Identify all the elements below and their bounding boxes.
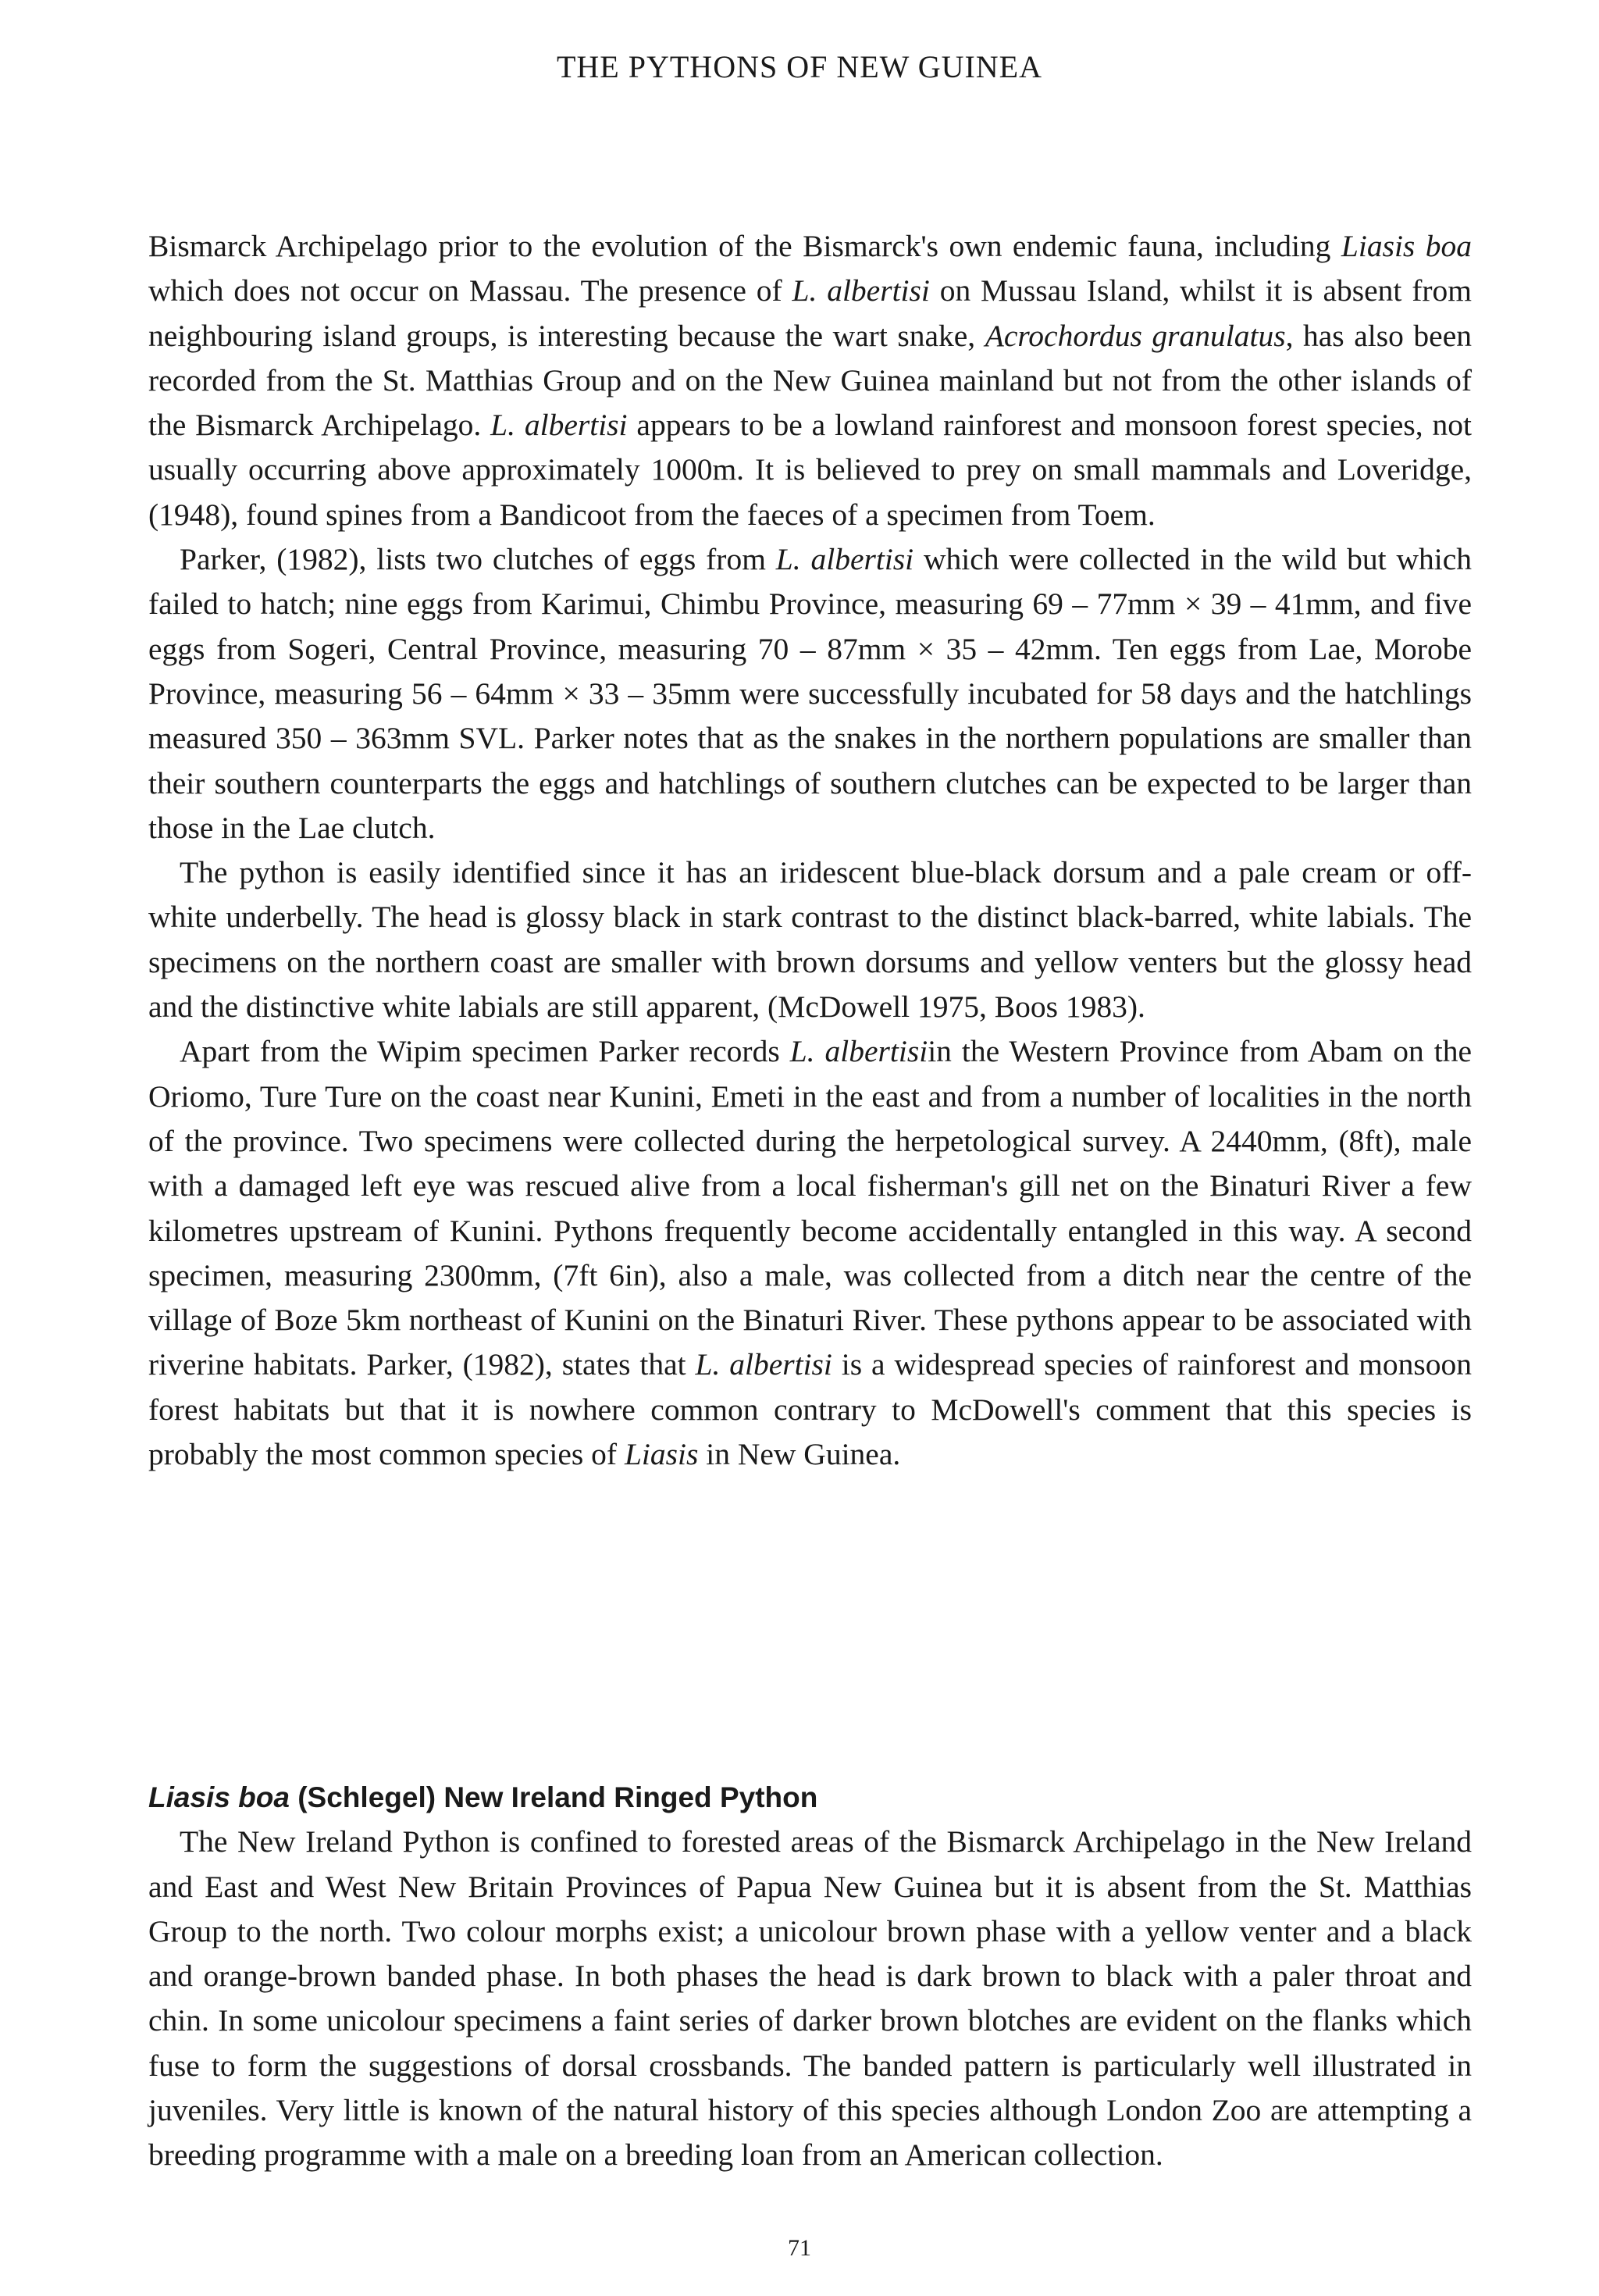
paragraph-new-ireland-python: The New Ireland Python is confined to forested areas of the Bismarck Archipelago in the New Ireland and East and West New Britain Provinces of Papua New Guinea but it is absent from the St. Matthias Group to the north. Two colour morphs exist; a unicolour brown phase with a yellow venter and a black and orange-brown banded phase. In both phases the head is dark brown to black with a paler throat and chin. In some unicolour specimens a faint series of darker brown blotches are evident on the flanks which fuse to form the suggestions of dorsal crossbands. The banded pattern is particularly well illustrated in juveniles. Very little is known of the natural history of this species although London Zoo are attempting a breeding programme with a male on a breeding loan from an American collection. <box>148 1824 1472 2173</box>
running-head: THE PYTHONS OF NEW GUINEA <box>556 49 1042 84</box>
species-name: Liasis boa <box>1341 229 1472 263</box>
species-name: Liasis boa <box>148 1781 290 1813</box>
species-name: L. albertisi <box>695 1347 832 1382</box>
main-text <box>148 224 1472 1477</box>
species-name: L. albertisi <box>789 1034 928 1069</box>
paragraph-albertisi-distribution: Bismarck Archipelago prior to the evolution of the Bismarck's own endemic fauna, including Liasis boa which does not occur on Massau. The presence of L. albertisi on Mussau Island, whilst it is absent from neighbouring island groups, is interesting because the wart snake, Acrochordus granulatus, has also been recorded from the St. Matthias Group and on the New Guinea mainland but not from the other islands of the Bismarck Archipelago. L. albertisi appears to be a lowland rainforest and monsoon forest species, not usually occurring above approximately 1000m. It is believed to prey on small mammals and Loveridge, (1948), found spines from a Bandicoot from the faeces of a specimen from Toem. <box>148 229 1473 532</box>
species-name: L. albertisi <box>792 273 930 308</box>
species-name: L. albertisi <box>490 408 628 443</box>
species-name: L. albertisi <box>775 542 914 577</box>
species-name: Liasis <box>624 1437 699 1472</box>
species-name: Acrochordus granulatus <box>985 318 1286 353</box>
section-heading: Liasis boa (Schlegel) New Ireland Ringed Python <box>148 1781 818 1813</box>
paragraph-identification: The python is easily identified since it has an iridescent blue-black dorsum and a pale cream or off-white underbelly. The head is glossy black in stark contrast to the distinct black-barred, white labials. The specimens on the northern coast are smaller with brown dorsums and yellow venters but the glossy head and the distinctive white labials are still apparent, (McDowell 1975, Boos 1983). <box>148 855 1472 1025</box>
paragraph-records: Apart from the Wipim specimen Parker records L. albertisiin the Western Province from Abam on the Oriomo, Ture Ture on the coast near Kunini, Emeti in the east and from a number of localities in the north of the province. Two specimens were collected during the herpetological survey. A 2440mm, (8ft), male with a damaged left eye was rescued alive from a local fisherman's gill net on the Binaturi River a few kilometres upstream of Kunini. Pythons frequently become accidentally entangled in this way. A second specimen, measuring 2300mm, (7ft 6in), also a male, was collected from a ditch near the centre of the village of Boze 5km northeast of Kunini on the Binaturi River. These pythons appear to be associated with riverine habitats. Parker, (1982), states that L. albertisi is a widespread species of rainforest and monsoon forest habitats but that it is nowhere common contrary to McDowell's comment that this species is probably the most common species of Liasis in New Guinea. <box>148 1034 1472 1472</box>
liasis-boa-section <box>148 1775 1472 2178</box>
paragraph-eggs: Parker, (1982), lists two clutches of eggs from L. albertisi which were collected in the wild but which failed to hatch; nine eggs from Karimui, Chimbu Province, measuring 69 – 77mm × 39 – 41mm, and five eggs from Sogeri, Central Province, measuring 70 – 87mm × 35 – 42mm. Ten eggs from Lae, Morobe Province, measuring 56 – 64mm × 33 – 35mm were successfully incubated for 58 days and the hatchlings measured 350 – 363mm SVL. Parker notes that as the snakes in the northern populations are smaller than their southern counterparts the eggs and hatchlings of southern clutches can be expected to be larger than those in the Lae clutch. <box>148 542 1472 845</box>
page-number: 71 <box>788 2235 811 2261</box>
